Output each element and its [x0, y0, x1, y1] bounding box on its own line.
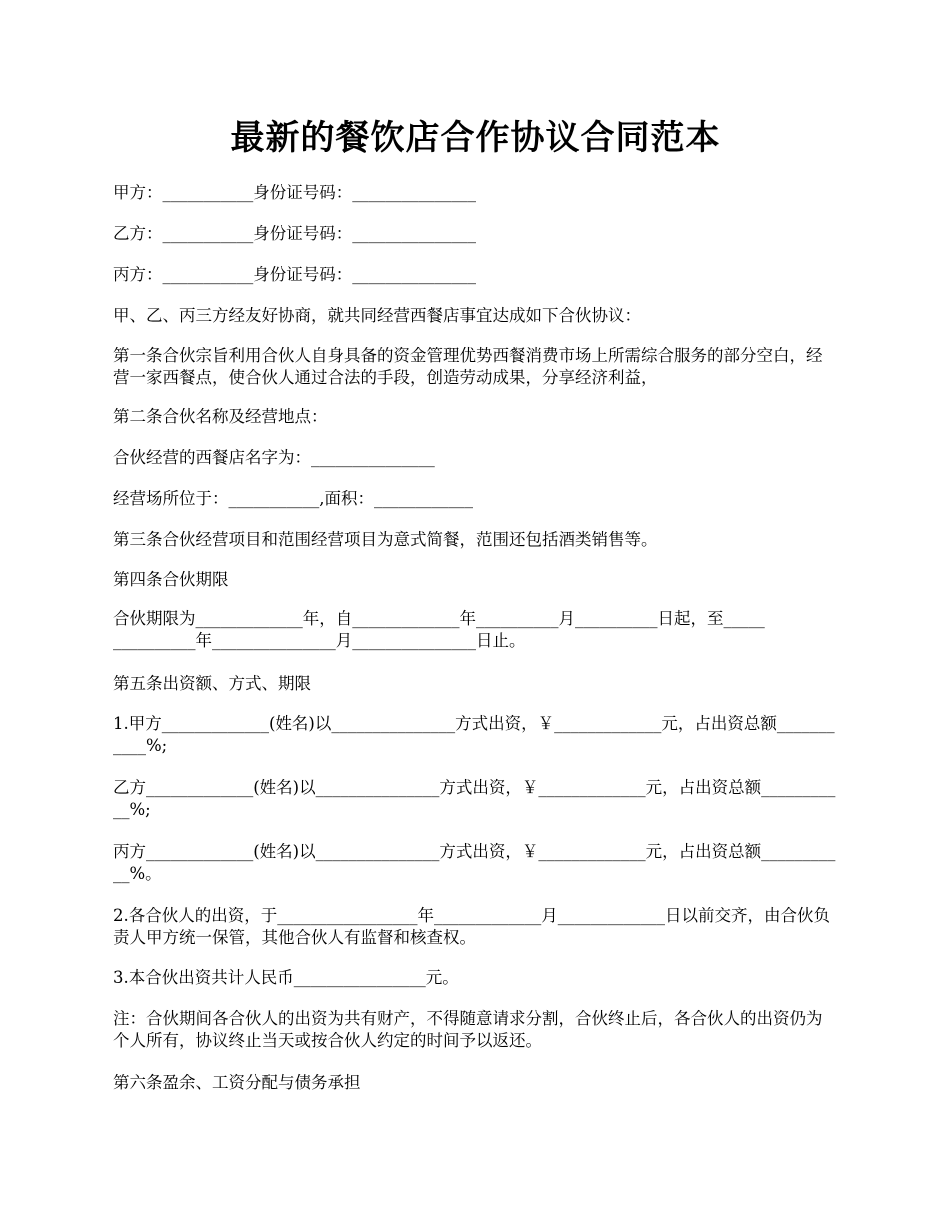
party-a-line: 甲方：___________身份证号码：_______________: [113, 183, 476, 202]
term-line: 合伙期限为_____________年，自_____________年__________月__________日起，至_____ __________年_______________月_______________日止。: [113, 609, 765, 650]
contribution-party-c: 丙方_____________(姓名)以_______________方式出资，￥_____________元，占出资总额___________%。: [113, 842, 836, 883]
contribution-party-b: 乙方_____________(姓名)以_______________方式出资，￥_____________元，占出资总额___________%;: [113, 778, 836, 819]
article-1: 第一条合伙宗旨利用合伙人自身具备的资金管理优势西餐消费市场上所需综合服务的部分空白，经营一家西餐点，使合伙人通过合法的手段，创造劳动成果，分享经济利益，: [113, 346, 823, 387]
note-paragraph: 注：合伙期间各合伙人的出资为共有财产，不得随意请求分割，合伙终止后，各合伙人的出资仍为个人所有，协议终止当天或按合伙人约定的时间予以返还。: [113, 1009, 823, 1050]
restaurant-name-line: 合伙经营的西餐店名字为：_______________: [113, 448, 435, 467]
total-contribution: 3.本合伙出资共计人民币________________元。: [113, 968, 459, 987]
party-c-line: 丙方：___________身份证号码：_______________: [113, 265, 476, 284]
contribution-party-a: 1.甲方_____________(姓名)以_______________方式出资，￥_____________元，占出资总额___________%;: [113, 714, 835, 755]
contribution-deadline: 2.各合伙人的出资，于_________________年_____________月_____________日以前交齐，由合伙负责人甲方统一保管，其他合伙人有监督和核查权。: [113, 906, 830, 947]
location-line: 经营场所位于：___________,面积：____________: [113, 489, 473, 508]
article-2-heading: 第二条合伙名称及经营地点：: [113, 407, 328, 426]
article-5-heading: 第五条出资额、方式、期限: [113, 674, 311, 693]
preamble: 甲、乙、丙三方经友好协商，就共同经营西餐店事宜达成如下合伙协议：: [113, 306, 641, 325]
article-6-heading: 第六条盈余、工资分配与债务承担: [113, 1073, 361, 1092]
document-title: 最新的餐饮店合作协议合同范本: [230, 118, 721, 158]
article-4-heading: 第四条合伙期限: [113, 570, 229, 589]
article-3: 第三条合伙经营项目和范围经营项目为意式简餐，范围还包括酒类销售等。: [113, 530, 658, 549]
party-b-line: 乙方：___________身份证号码：_______________: [113, 224, 476, 243]
